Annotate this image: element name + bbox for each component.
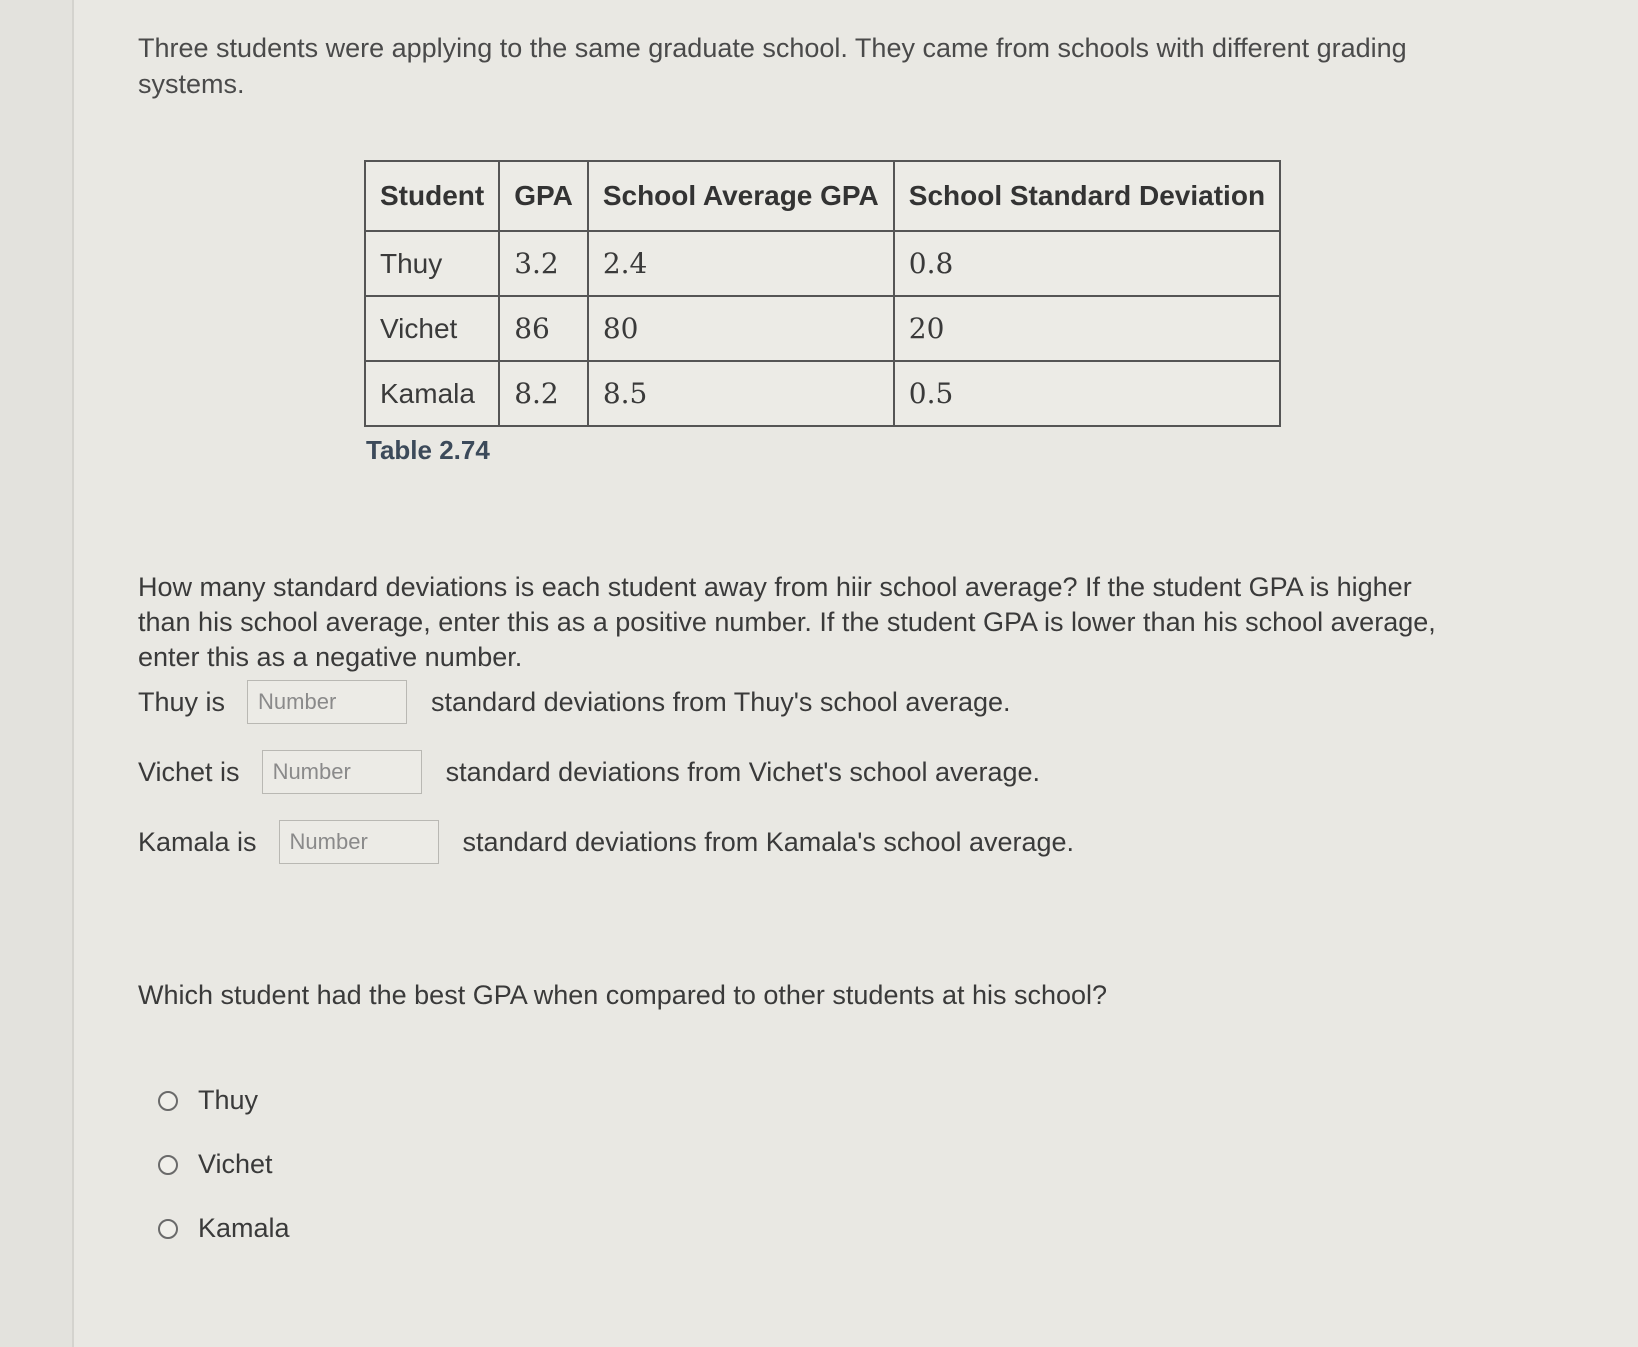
cell-average: 8.5 xyxy=(588,361,894,426)
header-school-sd: School Standard Deviation xyxy=(894,161,1280,231)
table-row xyxy=(365,296,1280,361)
question-content xyxy=(138,30,1468,1243)
cell-student: Thuy xyxy=(365,231,499,296)
data-table xyxy=(364,160,1281,427)
answer-suffix: standard deviations from Kamala's school average. xyxy=(462,826,1075,857)
cell-sd: 20 xyxy=(894,296,1280,361)
question2-text: Which student had the best GPA when compared to other students at his school? xyxy=(138,980,1108,1010)
answer-prefix: Vichet is xyxy=(138,756,240,787)
left-gutter xyxy=(0,0,74,1347)
answer-row-kamala xyxy=(138,820,1074,864)
table-row xyxy=(365,231,1280,296)
option-label[interactable]: Thuy xyxy=(198,1085,259,1115)
header-student: Student xyxy=(365,161,499,231)
thuy-number-input[interactable] xyxy=(247,680,407,724)
cell-gpa: 8.2 xyxy=(499,361,588,426)
question-text: How many standard deviations is each student away from hiir school average? If the student GPA is higher than his school average, enter this as a positive number. If the student GPA is lower than his school average, enter this as a negative number. xyxy=(138,572,1436,672)
cell-gpa: 86 xyxy=(499,296,588,361)
header-gpa: GPA xyxy=(499,161,588,231)
vichet-number-input[interactable] xyxy=(262,750,422,794)
table-row xyxy=(365,361,1280,426)
option-vichet[interactable] xyxy=(158,1149,273,1180)
answer-prefix: Kamala is xyxy=(138,826,257,857)
cell-student: Kamala xyxy=(365,361,499,426)
cell-gpa: 3.2 xyxy=(499,231,588,296)
option-label[interactable]: Kamala xyxy=(198,1213,290,1243)
answer-prefix: Thuy is xyxy=(138,686,226,717)
option-kamala[interactable] xyxy=(158,1213,290,1244)
table-header-row xyxy=(365,161,1280,231)
option-thuy[interactable] xyxy=(158,1085,258,1116)
answer-suffix: standard deviations from Vichet's school average. xyxy=(445,756,1041,787)
answer-suffix: standard deviations from Thuy's school average. xyxy=(431,686,1011,717)
cell-sd: 0.5 xyxy=(894,361,1280,426)
answer-row-thuy xyxy=(138,680,1011,724)
option-label[interactable]: Vichet xyxy=(198,1149,273,1179)
header-school-average: School Average GPA xyxy=(588,161,894,231)
answer-row-vichet xyxy=(138,750,1040,794)
radio-button[interactable] xyxy=(158,1155,178,1175)
radio-button[interactable] xyxy=(158,1219,178,1239)
kamala-number-input[interactable] xyxy=(279,820,439,864)
intro-text: Three students were applying to the same graduate school. They came from schools with different grading systems. xyxy=(138,33,1407,99)
radio-button[interactable] xyxy=(158,1091,178,1111)
table-caption: Table 2.74 xyxy=(366,435,490,465)
cell-student: Vichet xyxy=(365,296,499,361)
cell-average: 2.4 xyxy=(588,231,894,296)
cell-average: 80 xyxy=(588,296,894,361)
cell-sd: 0.8 xyxy=(894,231,1280,296)
